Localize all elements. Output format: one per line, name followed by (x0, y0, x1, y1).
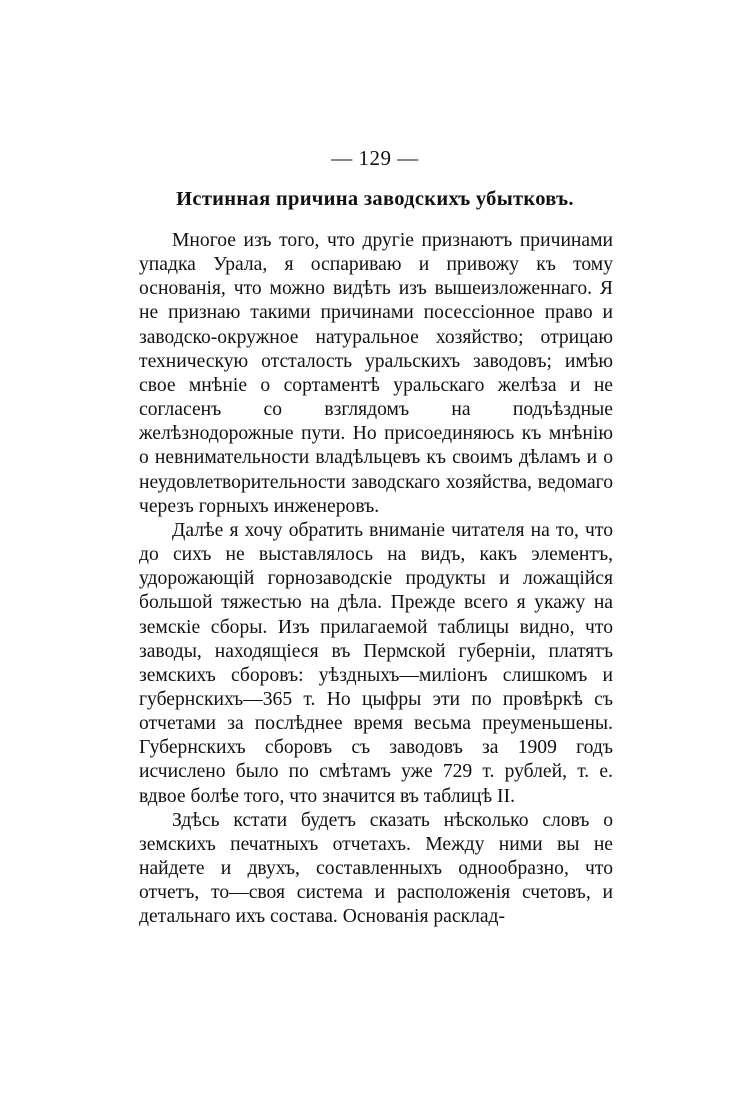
section-heading: Истинная причина заводскихъ убытковъ. (176, 188, 574, 210)
paragraph: Здѣсь кстати будетъ сказать нѣсколько словъ о земскихъ печатныхъ отчетахъ. Между ними вы не найдете и двухъ, составленныхъ однообразно, что отчетъ, то—своя система и расположенія счетовъ, и детальнаго ихъ состава. Основанія расклад- (139, 809, 613, 928)
paragraph: Далѣе я хочу обратить вниманіе читателя на то, что до сихъ не выставлялось на видъ, какъ элементъ, удорожающій горнозаводскіе продукты и ложащійся большой тяжестью на дѣла. Прежде всего я укажу на земскіе сборы. Изъ прилагаемой таблицы видно, что заводы, находящіеся въ Пермской губерніи, платятъ земскихъ сборовъ: уѣздныхъ—миліонъ слишкомъ и губернскихъ—365 т. Но цыфры эти по провѣркѣ съ отчетами за послѣднее время весьма преуменьшены. Губернскихъ сборовъ съ заводовъ за 1909 годъ исчислено было по смѣтамъ уже 729 т. рублей, т. е. вдвое болѣе того, что значится въ таблицѣ II. (139, 519, 613, 807)
page-number: — 129 — (331, 146, 419, 170)
paragraph: Многое изъ того, что другіе признаютъ причинами упадка Урала, я оспариваю и привожу къ тому основанія, что можно видѣть изъ вышеизложеннаго. Я не признаю такими причинами посессіонное право и заводско-окружное натуральное хозяйство; отрицаю техническую отсталость уральскихъ заводовъ; имѣю свое мнѣніе о сортаментѣ уральскаго желѣза и не согласенъ со взглядомъ на подъѣздные желѣзнодорожные пути. Но присоединяюсь къ мнѣнію о невнимательности владѣльцевъ къ своимъ дѣламъ и о неудовлетворительности заводскаго хозяйства, ведомаго черезъ горныхъ инженеровъ. (139, 230, 613, 517)
body-text (139, 229, 613, 930)
